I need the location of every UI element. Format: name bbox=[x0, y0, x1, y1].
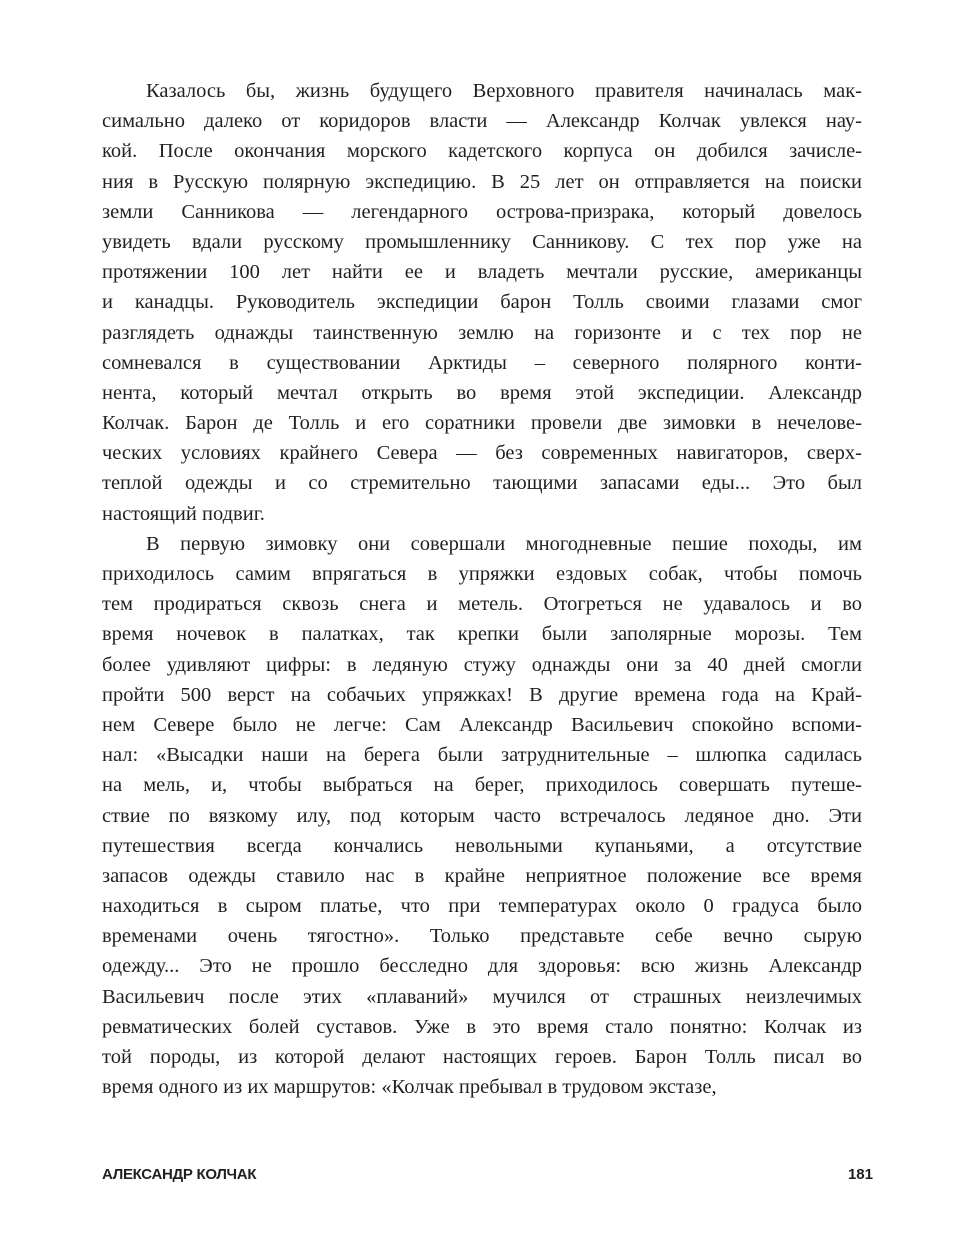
text-line: приходилось самим впрягаться в упряжки ездовых собак, чтобы помочь bbox=[102, 563, 862, 585]
text-line: симально далеко от коридоров власти — Александр Колчак увлекся нау- bbox=[102, 110, 862, 133]
text-line: запасов одежды ставило нас в крайне неприятное положение все время bbox=[102, 864, 862, 887]
text-line: время ночевок в палатках, так крепки были заполярные морозы. Тем bbox=[102, 623, 862, 646]
text-line: земли Санникова — легендарного острова-призрака, который довелось bbox=[102, 200, 862, 223]
text-line: находиться в сыром платье, что при температурах около 0 градуса было bbox=[102, 895, 862, 918]
page-number: 181 bbox=[847, 1166, 873, 1183]
text-line: сомневался в существовании Арктиды – северного полярного конти- bbox=[102, 351, 862, 374]
text-line: Васильевич после этих «плаваний» мучился от страшных неизлечимых bbox=[102, 985, 862, 1008]
paragraph bbox=[102, 529, 862, 1103]
text-line: более удивляют цифры: в ледяную стужу однажды они за 40 дней смогли bbox=[102, 653, 862, 676]
body-text bbox=[102, 76, 862, 1102]
text-line: той породы, из которой делают настоящих героев. Барон Толль писал во bbox=[102, 1046, 862, 1068]
running-title: АЛЕКСАНДР КОЛЧАК bbox=[102, 1166, 257, 1183]
text-line: нал: «Высадки наши на берега были затруднительные – шлюпка садилась bbox=[102, 744, 862, 767]
text-line: ческих условиях крайнего Севера — без современных навигаторов, сверх- bbox=[102, 442, 862, 465]
text-line: настоящий подвиг. bbox=[102, 502, 265, 525]
text-line: протяжении 100 лет найти ее и владеть мечтали русские, американцы bbox=[102, 261, 862, 284]
text-line: временами очень тягостно». Только представьте себе вечно сырую bbox=[102, 925, 862, 948]
text-line: теплой одежды и со стремительно тающими запасами еды... Это был bbox=[102, 472, 862, 495]
text-line: время одного из их маршрутов: «Колчак пребывал в трудовом экстазе, bbox=[102, 1076, 717, 1099]
text-line: Казалось бы, жизнь будущего Верховного правителя начиналась мак- bbox=[146, 80, 862, 102]
text-line: В первую зимовку они совершали многодневные пешие походы, им bbox=[146, 532, 862, 555]
text-line: кой. После окончания морского кадетского корпуса он добился зачисле- bbox=[102, 140, 862, 163]
text-line: ревматических болей суставов. Уже в это время стало понятно: Колчак из bbox=[102, 1015, 862, 1038]
text-line: одежду... Это не прошло бесследно для здоровья: всю жизнь Александр bbox=[102, 955, 862, 978]
text-line: Колчак. Барон де Толль и его соратники провели две зимовки в нечелове- bbox=[102, 412, 862, 435]
paragraph bbox=[102, 76, 862, 529]
text-line: ствие по вязкому илу, под которым часто встречалось ледяное дно. Эти bbox=[102, 804, 862, 827]
text-line: тем продираться сквозь снега и метель. Отогреться не удавалось и во bbox=[102, 593, 862, 616]
text-line: пройти 500 верст на собачьих упряжках! В другие времена года на Край- bbox=[102, 683, 862, 706]
text-line: путешествия всегда кончались невольными купаньями, а отсутствие bbox=[102, 834, 862, 857]
text-line: увидеть вдали русскому промышленнику Санникову. С тех пор уже на bbox=[102, 230, 862, 253]
text-line: на мель, и, чтобы выбраться на берег, приходилось совершать путеше- bbox=[102, 774, 862, 797]
text-line: и канадцы. Руководитель экспедиции барон Толль своими глазами смог bbox=[102, 291, 862, 314]
text-line: разглядеть однажды таинственную землю на горизонте и с тех пор не bbox=[102, 321, 862, 344]
text-line: нем Севере было не легче: Сам Александр Васильевич спокойно вспоми- bbox=[102, 713, 862, 736]
text-line: нента, который мечтал открыть во время этой экспедиции. Александр bbox=[102, 381, 862, 404]
text-line: ния в Русскую полярную экспедицию. В 25 лет он отправляется на поиски bbox=[102, 170, 862, 193]
